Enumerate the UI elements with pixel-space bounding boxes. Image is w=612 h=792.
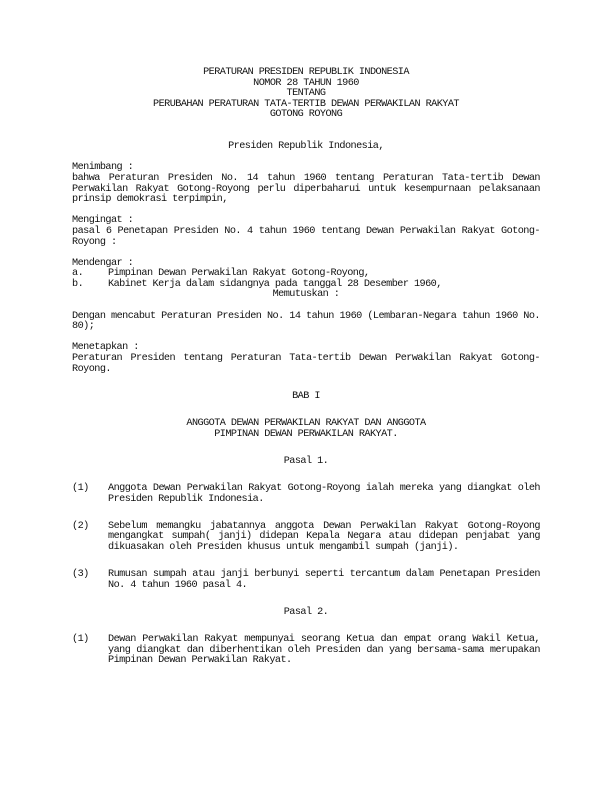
mendengar-section (72, 259, 540, 301)
clause-text: Rumusan sumpah atau janji berbunyi seperti tercantum dalam Penetapan Presiden No. 4 tahun 1960 pasal 4. (108, 569, 540, 591)
mencabut-text: Dengan mencabut Peraturan Presiden No. 14 tahun 1960 (Lembaran-Negara tahun 1960 No. 80); (72, 310, 540, 333)
chapter-subtitle-line: ANGGOTA DEWAN PERWAKILAN RAKYAT DAN ANGGOTA (186, 418, 426, 429)
memutuskan-label: Memutuskan : (272, 289, 340, 301)
menimbang-label: Menimbang : (72, 162, 134, 174)
clause-marker: (3) (72, 569, 89, 581)
clause-marker: (1) (72, 634, 89, 646)
mengingat-label: Mengingat : (72, 215, 134, 227)
clause-marker: (2) (72, 520, 89, 532)
chapter-subtitle-line: PIMPINAN DEWAN PERWAKILAN RAKYAT. (214, 428, 398, 440)
clause-text: Anggota Dewan Perwakilan Rakyat Gotong-Royong ialah mereka yang diangkat oleh Presiden Republik Indonesia. (108, 482, 540, 505)
item-text: Pimpinan Dewan Perwakilan Rakyat Gotong-Royong, (108, 268, 370, 280)
chapter-subtitle (72, 419, 540, 440)
menetapkan-label: Menetapkan : (72, 342, 139, 354)
item-text: Kabinet Kerja dalam sidangnya pada tanggal 28 Desember 1960, (108, 278, 442, 290)
item-marker: b. (72, 278, 84, 290)
mengingat-section (72, 216, 540, 248)
item-marker: a. (72, 268, 84, 280)
article-clause (72, 635, 540, 667)
mengingat-text: pasal 6 Penetapan Presiden No. 4 tahun 1960 tentang Dewan Perwakilan Rakyat Gotong-Royong : (72, 225, 540, 248)
issuer: Presiden Republik Indonesia, (228, 141, 384, 153)
clause-text: Sebelum memangku jabatannya anggota Dewan Perwakilan Rakyat Gotong-Royong mengangkat sumpah( janji) didepan Kepala Negara atau didepan penjabat yang dikuasakan oleh Presiden khusus untuk mengambil sumpah (janji). (108, 520, 540, 553)
mendengar-label: Mendengar : (72, 257, 134, 269)
clause-text: Dewan Perwakilan Rakyat mempunyai seorang Ketua dan empat orang Wakil Ketua, yang diangkat dan diberhentikan oleh Presiden dan yang bersama-sama merupakan Pimpinan Dewan Perwakilan Rakyat. (108, 634, 540, 667)
clause-marker: (1) (72, 482, 89, 494)
menimbang-text: bahwa Peraturan Presiden No. 14 tahun 1960 tentang Peraturan Tata-tertib Dewan Perwakilan Rakyat Gotong-Royong perlu diperbaharui untuk kesempurnaan pelaksanaan prinsip demokrasi terpimpin, (72, 172, 540, 206)
chapter-title: BAB I (292, 390, 320, 402)
menetapkan-text: Peraturan Presiden tentang Peraturan Tata-tertib Dewan Perwakilan Rakyat Gotong-Royong. (72, 353, 540, 375)
menetapkan-section (72, 343, 540, 375)
header-tentang: TENTANG (286, 88, 326, 100)
article-clause (72, 522, 540, 554)
document-header (72, 68, 540, 121)
header-number: NOMOR 28 TAHUN 1960 (253, 77, 359, 89)
article-clause (72, 570, 540, 591)
article-clause (72, 484, 540, 505)
header-subject: PERUBAHAN PERATURAN TATA-TERTIB DEWAN PERWAKILAN RAKYAT (153, 98, 459, 110)
document-page (72, 68, 540, 667)
header-title: PERATURAN PRESIDEN REPUBLIK INDONESIA (203, 67, 409, 78)
article-title: Pasal 1. (283, 455, 329, 467)
article-title: Pasal 2. (283, 606, 329, 618)
menimbang-section (72, 163, 540, 205)
header-subject-cont: GOTONG ROYONG (269, 109, 343, 121)
